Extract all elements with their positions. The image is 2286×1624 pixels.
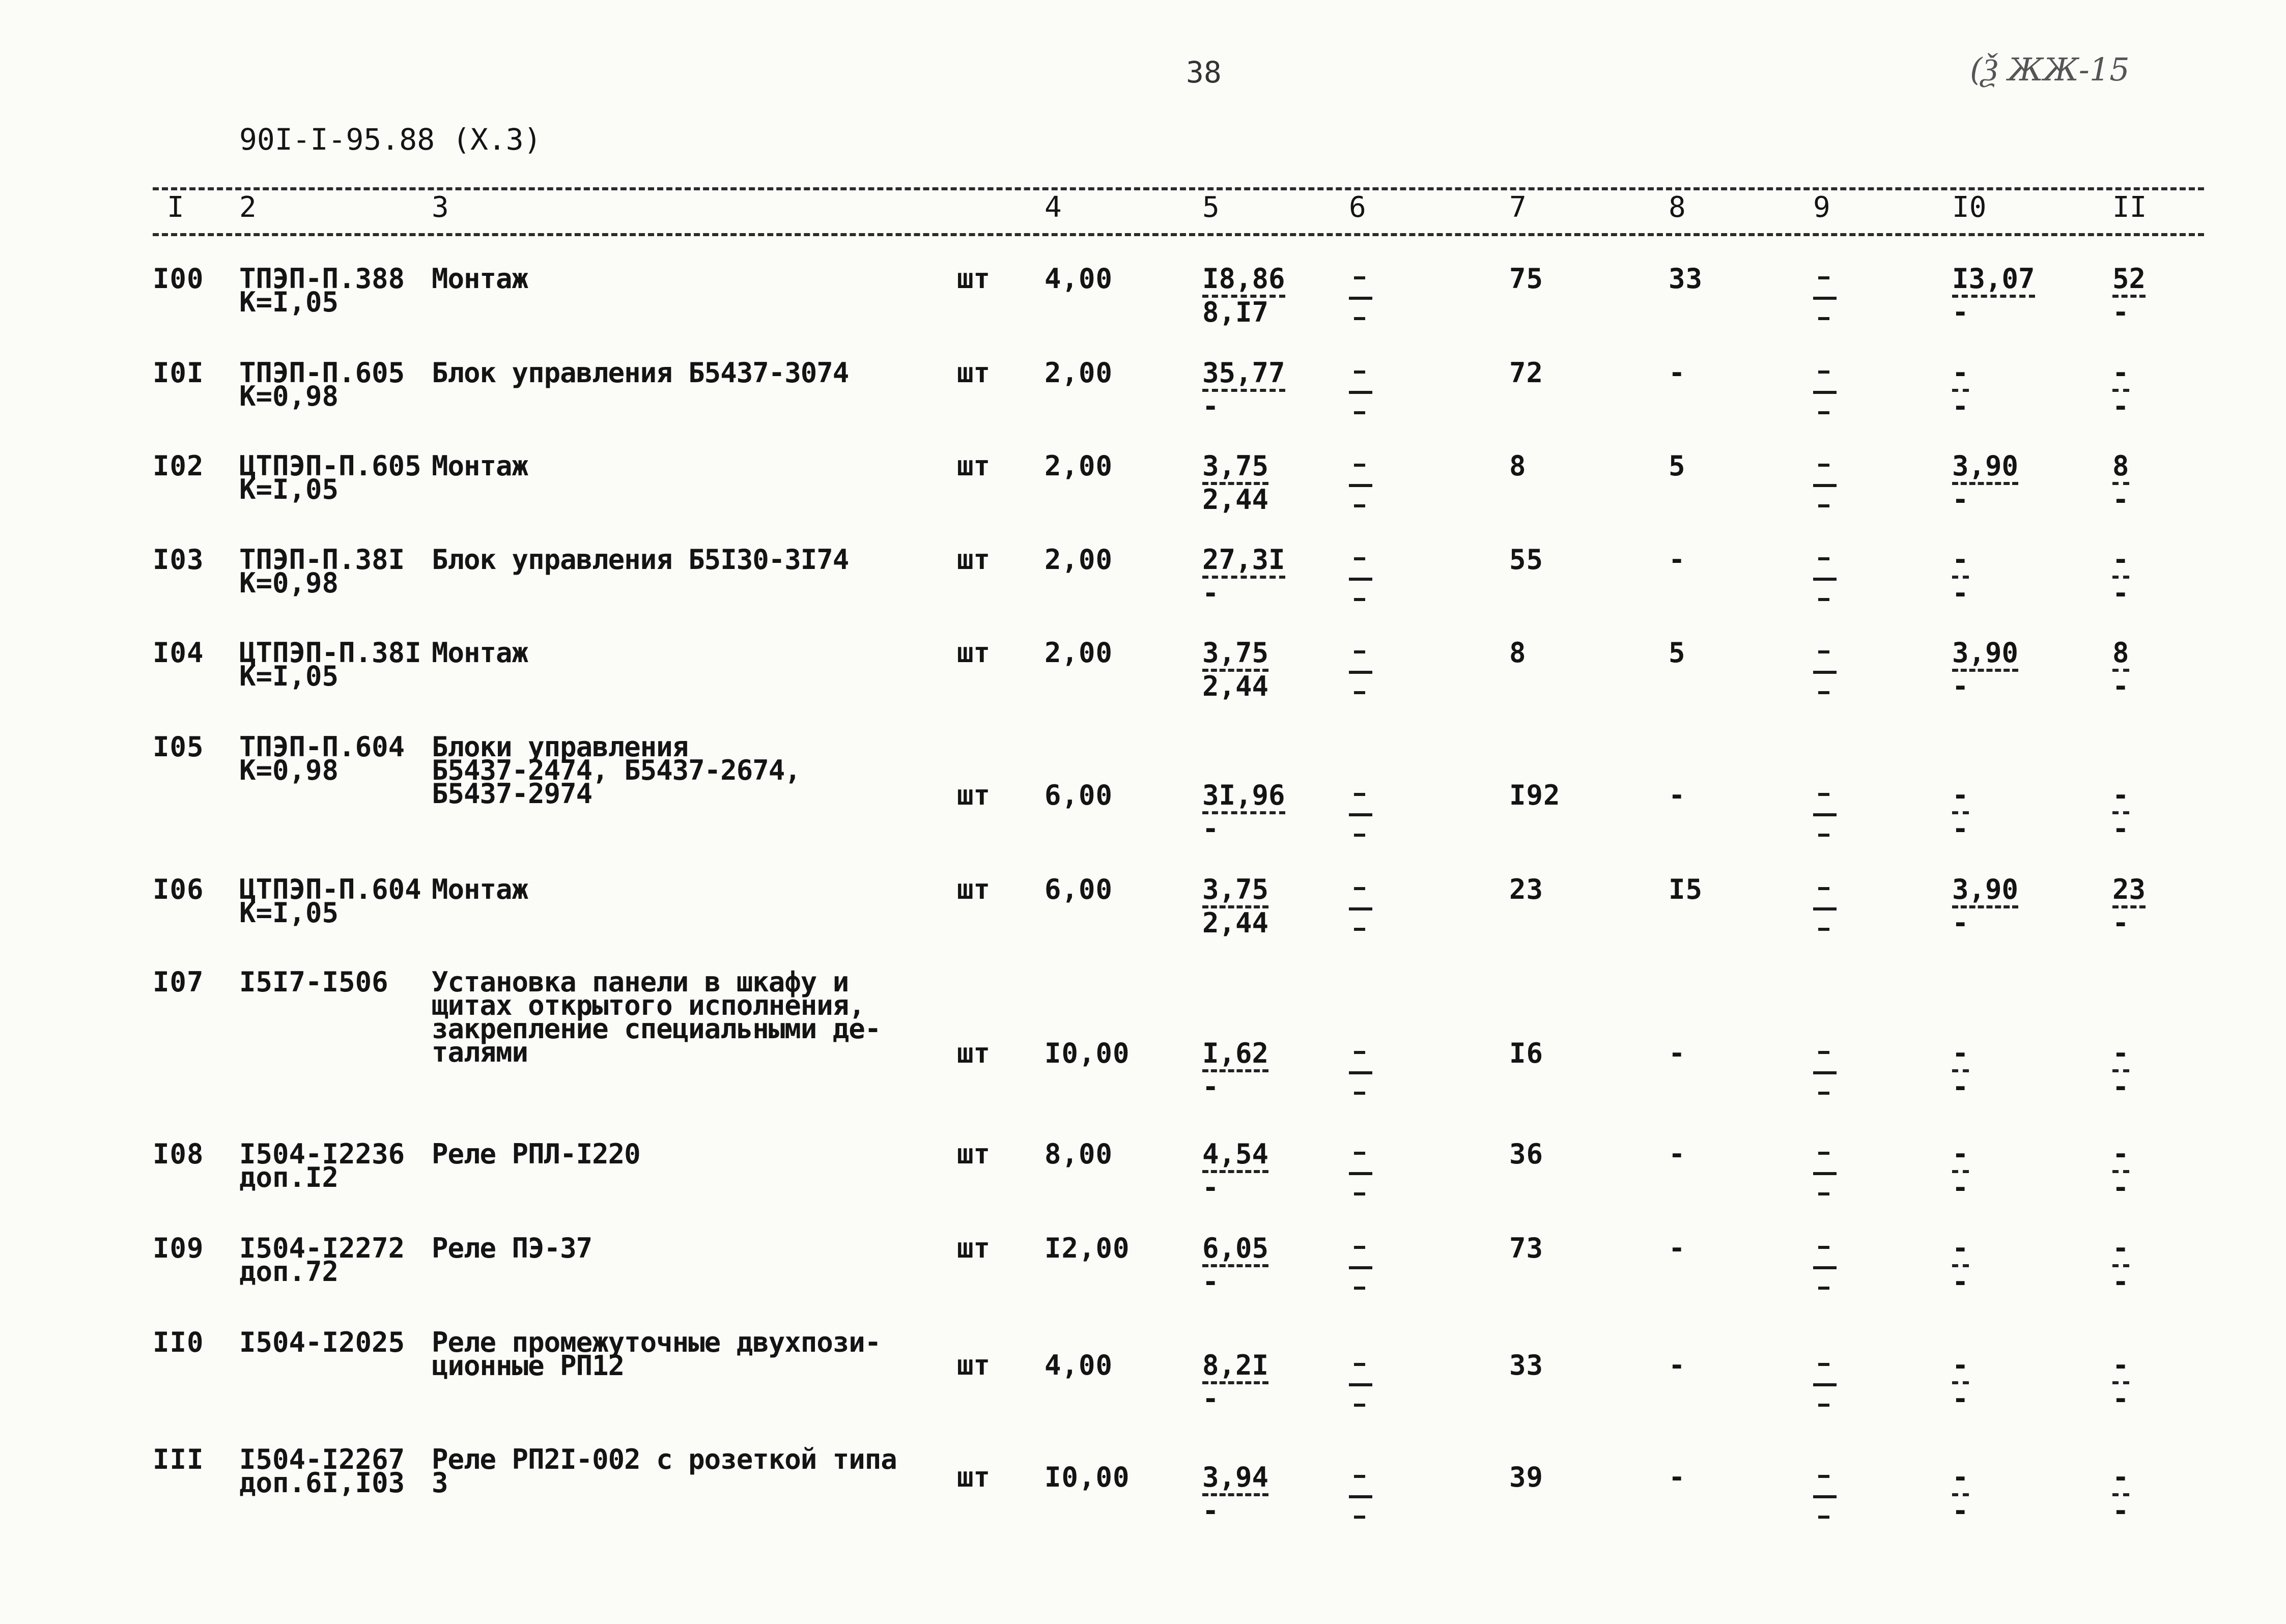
labor-cost-total: - xyxy=(2112,1237,2129,1267)
total-wages: - xyxy=(1669,357,1686,389)
col9-dash-stack xyxy=(1813,1152,1837,1213)
total-wages: - xyxy=(1669,544,1686,576)
col6-dash-stack xyxy=(1349,464,1372,525)
unit-cost-fraction xyxy=(1202,450,1269,516)
inventory-mark: (Ѯ ЖЖ-15 xyxy=(1970,51,2130,88)
table-row xyxy=(0,873,2286,972)
unit-of-measure: шт xyxy=(957,637,991,669)
col6-dash-stack xyxy=(1349,1051,1372,1112)
col6-dash-stack xyxy=(1349,557,1372,618)
total-cost: 55 xyxy=(1509,544,1544,576)
quantity: 4,00 xyxy=(1045,263,1113,295)
norm-coefficient: К=I,05 xyxy=(239,660,339,692)
norm-coefficient: доп.72 xyxy=(239,1256,339,1288)
col6-dash-stack xyxy=(1349,887,1372,948)
work-description-line: Установка панели в шкафу и xyxy=(432,966,849,998)
unit-cost-fraction xyxy=(1202,1232,1269,1298)
quantity: 2,00 xyxy=(1045,544,1113,576)
norm-code: ТПЭП-П.38I xyxy=(239,544,405,576)
work-description-line: Б5437-2474, Б5437-2674, xyxy=(432,754,801,786)
total-wages: - xyxy=(1669,1037,1686,1069)
quantity: 4,00 xyxy=(1045,1349,1113,1381)
row-number: I0I xyxy=(153,357,204,389)
unit-of-measure: шт xyxy=(957,1138,991,1170)
total-cost: 23 xyxy=(1509,873,1544,905)
total-wages: - xyxy=(1669,779,1686,811)
unit-cost-fraction xyxy=(1202,1461,1269,1527)
norm-code: ТПЭП-П.388 xyxy=(239,263,405,295)
col-header-9: 9 xyxy=(1813,191,1830,224)
total-cost: 8 xyxy=(1509,450,1527,482)
col6-dash-stack xyxy=(1349,1475,1372,1536)
norm-code: I504-I2267 xyxy=(239,1443,405,1475)
norm-coefficient: К=0,98 xyxy=(239,754,339,786)
col11-fraction: 52 - xyxy=(2112,263,2146,328)
labor-cost-unit: - xyxy=(1952,361,1969,392)
labor-cost-total: - xyxy=(2112,1042,2129,1072)
work-description-line: Блоки управления xyxy=(432,731,689,763)
col10-fraction: 3,90 - xyxy=(1952,450,2019,516)
unit-cost-total: 3,75 xyxy=(1202,878,1268,908)
col9-dash-stack xyxy=(1813,793,1837,854)
total-wages: I5 xyxy=(1669,873,1703,905)
norm-code: I5I7-I506 xyxy=(239,966,388,998)
work-description-line: щитах открытого исполнения, xyxy=(432,989,865,1021)
table-row xyxy=(0,966,2286,1103)
labor-cost-total: - xyxy=(2112,1354,2129,1384)
table-row xyxy=(0,1443,2286,1542)
labor-cost-unit: - xyxy=(1952,548,1969,579)
col-header-5: 5 xyxy=(1202,191,1220,224)
row-number: I02 xyxy=(153,450,204,482)
col10-fraction: 3,90 - xyxy=(1952,873,2019,939)
col9-dash-stack xyxy=(1813,464,1837,525)
norm-code: ЦТПЭП-П.605 xyxy=(239,450,421,482)
norm-coefficient: доп.I2 xyxy=(239,1161,339,1193)
work-description-line: ционные РП12 xyxy=(432,1350,625,1382)
total-wages: - xyxy=(1669,1232,1686,1264)
work-description-line: Блок управления Б5437-3074 xyxy=(432,357,849,389)
unit-cost-total: 4,54 xyxy=(1202,1143,1268,1173)
unit-of-measure: шт xyxy=(957,544,991,576)
quantity: 2,00 xyxy=(1045,357,1113,389)
norm-code: ЦТПЭП-П.38I xyxy=(239,637,421,669)
unit-cost-total: I,62 xyxy=(1202,1042,1268,1072)
unit-cost-fraction xyxy=(1202,544,1285,609)
unit-cost-wages: - xyxy=(1202,1495,1219,1527)
total-cost: 39 xyxy=(1509,1461,1544,1493)
labor-cost-unit: - xyxy=(1952,1143,1969,1173)
col-header-7: 7 xyxy=(1509,191,1527,224)
col6-dash-stack xyxy=(1349,1246,1372,1307)
col10-fraction: - - xyxy=(1952,1232,1969,1298)
col11-fraction: - - xyxy=(2112,1349,2129,1415)
col10-fraction: - - xyxy=(1952,1461,1969,1527)
row-number: I07 xyxy=(153,966,204,998)
total-wages: - xyxy=(1669,1461,1686,1493)
unit-cost-fraction xyxy=(1202,357,1285,422)
row-number: II0 xyxy=(153,1326,204,1358)
total-wages: 5 xyxy=(1669,637,1686,669)
col11-fraction: - - xyxy=(2112,544,2129,609)
table-row xyxy=(0,1326,2286,1425)
col6-dash-stack xyxy=(1349,1363,1372,1424)
col10-fraction: I3,07 - xyxy=(1952,263,2035,328)
labor-cost-total: - xyxy=(2112,1466,2129,1496)
work-description-line: 3 xyxy=(432,1467,448,1499)
total-wages: - xyxy=(1669,1138,1686,1170)
norm-coefficient: доп.6I,I03 xyxy=(239,1467,405,1499)
norm-code: ТПЭП-П.604 xyxy=(239,731,405,763)
labor-cost-unit: I3,07 xyxy=(1952,267,2035,298)
quantity: I0,00 xyxy=(1045,1037,1130,1069)
table-row xyxy=(0,450,2286,549)
total-cost: 72 xyxy=(1509,357,1544,389)
quantity: 6,00 xyxy=(1045,873,1113,905)
unit-cost-total: 27,3I xyxy=(1202,548,1285,579)
header-top-rule xyxy=(153,187,2204,190)
unit-cost-total: I8,86 xyxy=(1202,267,1285,298)
unit-cost-total: 8,2I xyxy=(1202,1354,1268,1384)
norm-code: I504-I2025 xyxy=(239,1326,405,1358)
unit-cost-fraction xyxy=(1202,637,1269,702)
work-description-line: Реле РП2I-002 с розеткой типа xyxy=(432,1443,897,1475)
labor-cost-unit: - xyxy=(1952,1354,1969,1384)
unit-cost-total: 3,94 xyxy=(1202,1466,1268,1496)
labor-cost-unit: - xyxy=(1952,1237,1969,1267)
work-description-line: Реле ПЭ-37 xyxy=(432,1232,592,1264)
labor-cost-unit: - xyxy=(1952,784,1969,814)
col9-dash-stack xyxy=(1813,371,1837,432)
col9-dash-stack xyxy=(1813,650,1837,711)
col6-dash-stack xyxy=(1349,793,1372,854)
col11-fraction: - - xyxy=(2112,357,2129,422)
total-cost: I92 xyxy=(1509,779,1561,811)
unit-cost-wages: 8,I7 xyxy=(1202,296,1269,328)
unit-cost-wages: - xyxy=(1202,390,1219,422)
quantity: 2,00 xyxy=(1045,450,1113,482)
col11-fraction: - - xyxy=(2112,1232,2129,1298)
unit-of-measure: шт xyxy=(957,1349,991,1381)
total-wages: 33 xyxy=(1669,263,1703,295)
unit-cost-total: 35,77 xyxy=(1202,361,1285,392)
unit-of-measure: шт xyxy=(957,357,991,389)
row-number: I04 xyxy=(153,637,204,669)
unit-of-measure: шт xyxy=(957,263,991,295)
col-header-2: 2 xyxy=(239,191,257,224)
col10-fraction: 3,90 - xyxy=(1952,637,2019,702)
unit-cost-fraction xyxy=(1202,1037,1269,1103)
quantity: 6,00 xyxy=(1045,779,1113,811)
table-row xyxy=(0,357,2286,455)
unit-of-measure: шт xyxy=(957,873,991,905)
col6-dash-stack xyxy=(1349,650,1372,711)
work-description-line: Монтаж xyxy=(432,450,528,482)
unit-of-measure: шт xyxy=(957,1461,991,1493)
total-cost: I6 xyxy=(1509,1037,1544,1069)
col9-dash-stack xyxy=(1813,557,1837,618)
labor-cost-total: 8 xyxy=(2112,641,2129,672)
unit-of-measure: шт xyxy=(957,1232,991,1264)
labor-cost-total: - xyxy=(2112,1143,2129,1173)
norm-coefficient: К=0,98 xyxy=(239,380,339,412)
labor-cost-unit: 3,90 xyxy=(1952,878,2018,908)
total-cost: 75 xyxy=(1509,263,1544,295)
work-description-line: Реле РПЛ-I220 xyxy=(432,1138,640,1170)
labor-cost-total: - xyxy=(2112,361,2129,392)
work-description-line: закрепление специальными де- xyxy=(432,1013,881,1045)
col9-dash-stack xyxy=(1813,887,1837,948)
unit-cost-total: 3I,96 xyxy=(1202,784,1285,814)
table-row xyxy=(0,544,2286,642)
col10-fraction: - - xyxy=(1952,1349,1969,1415)
row-number: I08 xyxy=(153,1138,204,1170)
work-description-line: Монтаж xyxy=(432,873,528,905)
work-description-line: Блок управления Б5I30-3I74 xyxy=(432,544,849,576)
row-number: I00 xyxy=(153,263,204,295)
col9-dash-stack xyxy=(1813,1051,1837,1112)
norm-coefficient: К=0,98 xyxy=(239,567,339,599)
row-number: III xyxy=(153,1443,204,1475)
unit-cost-fraction xyxy=(1202,1138,1269,1204)
work-description-line: Монтаж xyxy=(432,637,528,669)
col10-fraction: - - xyxy=(1952,1037,1969,1103)
unit-cost-fraction xyxy=(1202,779,1285,845)
norm-coefficient: К=I,05 xyxy=(239,473,339,505)
labor-cost-total: 52 xyxy=(2112,267,2146,298)
unit-cost-wages: 2,44 xyxy=(1202,483,1269,516)
total-cost: 36 xyxy=(1509,1138,1544,1170)
document-id: 90I-I-95.88 (X.3) xyxy=(239,122,542,157)
norm-coefficient: К=I,05 xyxy=(239,897,339,929)
col11-fraction: - - xyxy=(2112,779,2129,845)
total-wages: - xyxy=(1669,1349,1686,1381)
labor-cost-unit: 3,90 xyxy=(1952,454,2018,485)
col11-fraction: 23 - xyxy=(2112,873,2146,939)
col11-fraction: - - xyxy=(2112,1461,2129,1527)
unit-cost-fraction xyxy=(1202,1349,1269,1415)
col9-dash-stack xyxy=(1813,1363,1837,1424)
table-row xyxy=(0,731,2286,845)
col-header-10: I0 xyxy=(1952,191,1987,224)
table-row xyxy=(0,1138,2286,1237)
col6-dash-stack xyxy=(1349,371,1372,432)
col11-fraction: - - xyxy=(2112,1037,2129,1103)
work-description-line: Реле промежуточные двухпози- xyxy=(432,1326,881,1358)
col11-fraction: - - xyxy=(2112,1138,2129,1204)
total-cost: 73 xyxy=(1509,1232,1544,1264)
labor-cost-total: 23 xyxy=(2112,878,2146,908)
norm-coefficient: К=I,05 xyxy=(239,286,339,318)
col6-dash-stack xyxy=(1349,276,1372,337)
norm-code: I504-I2236 xyxy=(239,1138,405,1170)
page-number: 38 xyxy=(1186,55,1222,90)
labor-cost-unit: 3,90 xyxy=(1952,641,2018,672)
quantity: I0,00 xyxy=(1045,1461,1130,1493)
col10-fraction: - - xyxy=(1952,544,1969,609)
col-header-3: 3 xyxy=(432,191,449,224)
header-bottom-rule xyxy=(153,233,2204,236)
unit-of-measure: шт xyxy=(957,450,991,482)
unit-cost-total: 6,05 xyxy=(1202,1237,1268,1267)
unit-cost-wages: 2,44 xyxy=(1202,907,1269,939)
labor-cost-unit: - xyxy=(1952,1042,1969,1072)
table-row xyxy=(0,637,2286,735)
col10-fraction: - - xyxy=(1952,779,1969,845)
unit-cost-total: 3,75 xyxy=(1202,641,1268,672)
col10-fraction: - - xyxy=(1952,1138,1969,1204)
col-header-1: I xyxy=(167,191,184,224)
col-header-6: 6 xyxy=(1349,191,1366,224)
row-number: I03 xyxy=(153,544,204,576)
row-number: I06 xyxy=(153,873,204,905)
labor-cost-unit: - xyxy=(1952,1466,1969,1496)
col-header-8: 8 xyxy=(1669,191,1686,224)
unit-cost-wages: - xyxy=(1202,1383,1219,1415)
quantity: I2,00 xyxy=(1045,1232,1130,1264)
row-number: I09 xyxy=(153,1232,204,1264)
unit-of-measure: шт xyxy=(957,779,991,811)
row-number: I05 xyxy=(153,731,204,763)
col-header-11: II xyxy=(2112,191,2147,224)
unit-cost-wages: - xyxy=(1202,577,1219,609)
unit-cost-wages: - xyxy=(1202,813,1219,845)
work-description-line: Б5437-2974 xyxy=(432,778,592,810)
total-cost: 8 xyxy=(1509,637,1527,669)
unit-cost-fraction xyxy=(1202,873,1269,939)
unit-cost-wages: - xyxy=(1202,1172,1219,1204)
total-cost: 33 xyxy=(1509,1349,1544,1381)
table-row xyxy=(0,1232,2286,1331)
labor-cost-total: - xyxy=(2112,548,2129,579)
col10-fraction: - - xyxy=(1952,357,1969,422)
work-description-line: Монтаж xyxy=(432,263,528,295)
col11-fraction: 8 - xyxy=(2112,637,2129,702)
total-wages: 5 xyxy=(1669,450,1686,482)
col9-dash-stack xyxy=(1813,1475,1837,1536)
unit-cost-fraction xyxy=(1202,263,1285,328)
col9-dash-stack xyxy=(1813,276,1837,337)
work-description-line: талями xyxy=(432,1036,528,1068)
col9-dash-stack xyxy=(1813,1246,1837,1307)
unit-cost-wages: - xyxy=(1202,1266,1219,1298)
unit-of-measure: шт xyxy=(957,1037,991,1069)
norm-code: ТПЭП-П.605 xyxy=(239,357,405,389)
norm-code: I504-I2272 xyxy=(239,1232,405,1264)
quantity: 2,00 xyxy=(1045,637,1113,669)
col-header-4: 4 xyxy=(1045,191,1062,224)
labor-cost-total: - xyxy=(2112,784,2129,814)
col6-dash-stack xyxy=(1349,1152,1372,1213)
unit-cost-wages: - xyxy=(1202,1071,1219,1103)
labor-cost-total: 8 xyxy=(2112,454,2129,485)
quantity: 8,00 xyxy=(1045,1138,1113,1170)
norm-code: ЦТПЭП-П.604 xyxy=(239,873,421,905)
unit-cost-total: 3,75 xyxy=(1202,454,1268,485)
table-row xyxy=(0,263,2286,361)
unit-cost-wages: 2,44 xyxy=(1202,670,1269,702)
col11-fraction: 8 - xyxy=(2112,450,2129,516)
